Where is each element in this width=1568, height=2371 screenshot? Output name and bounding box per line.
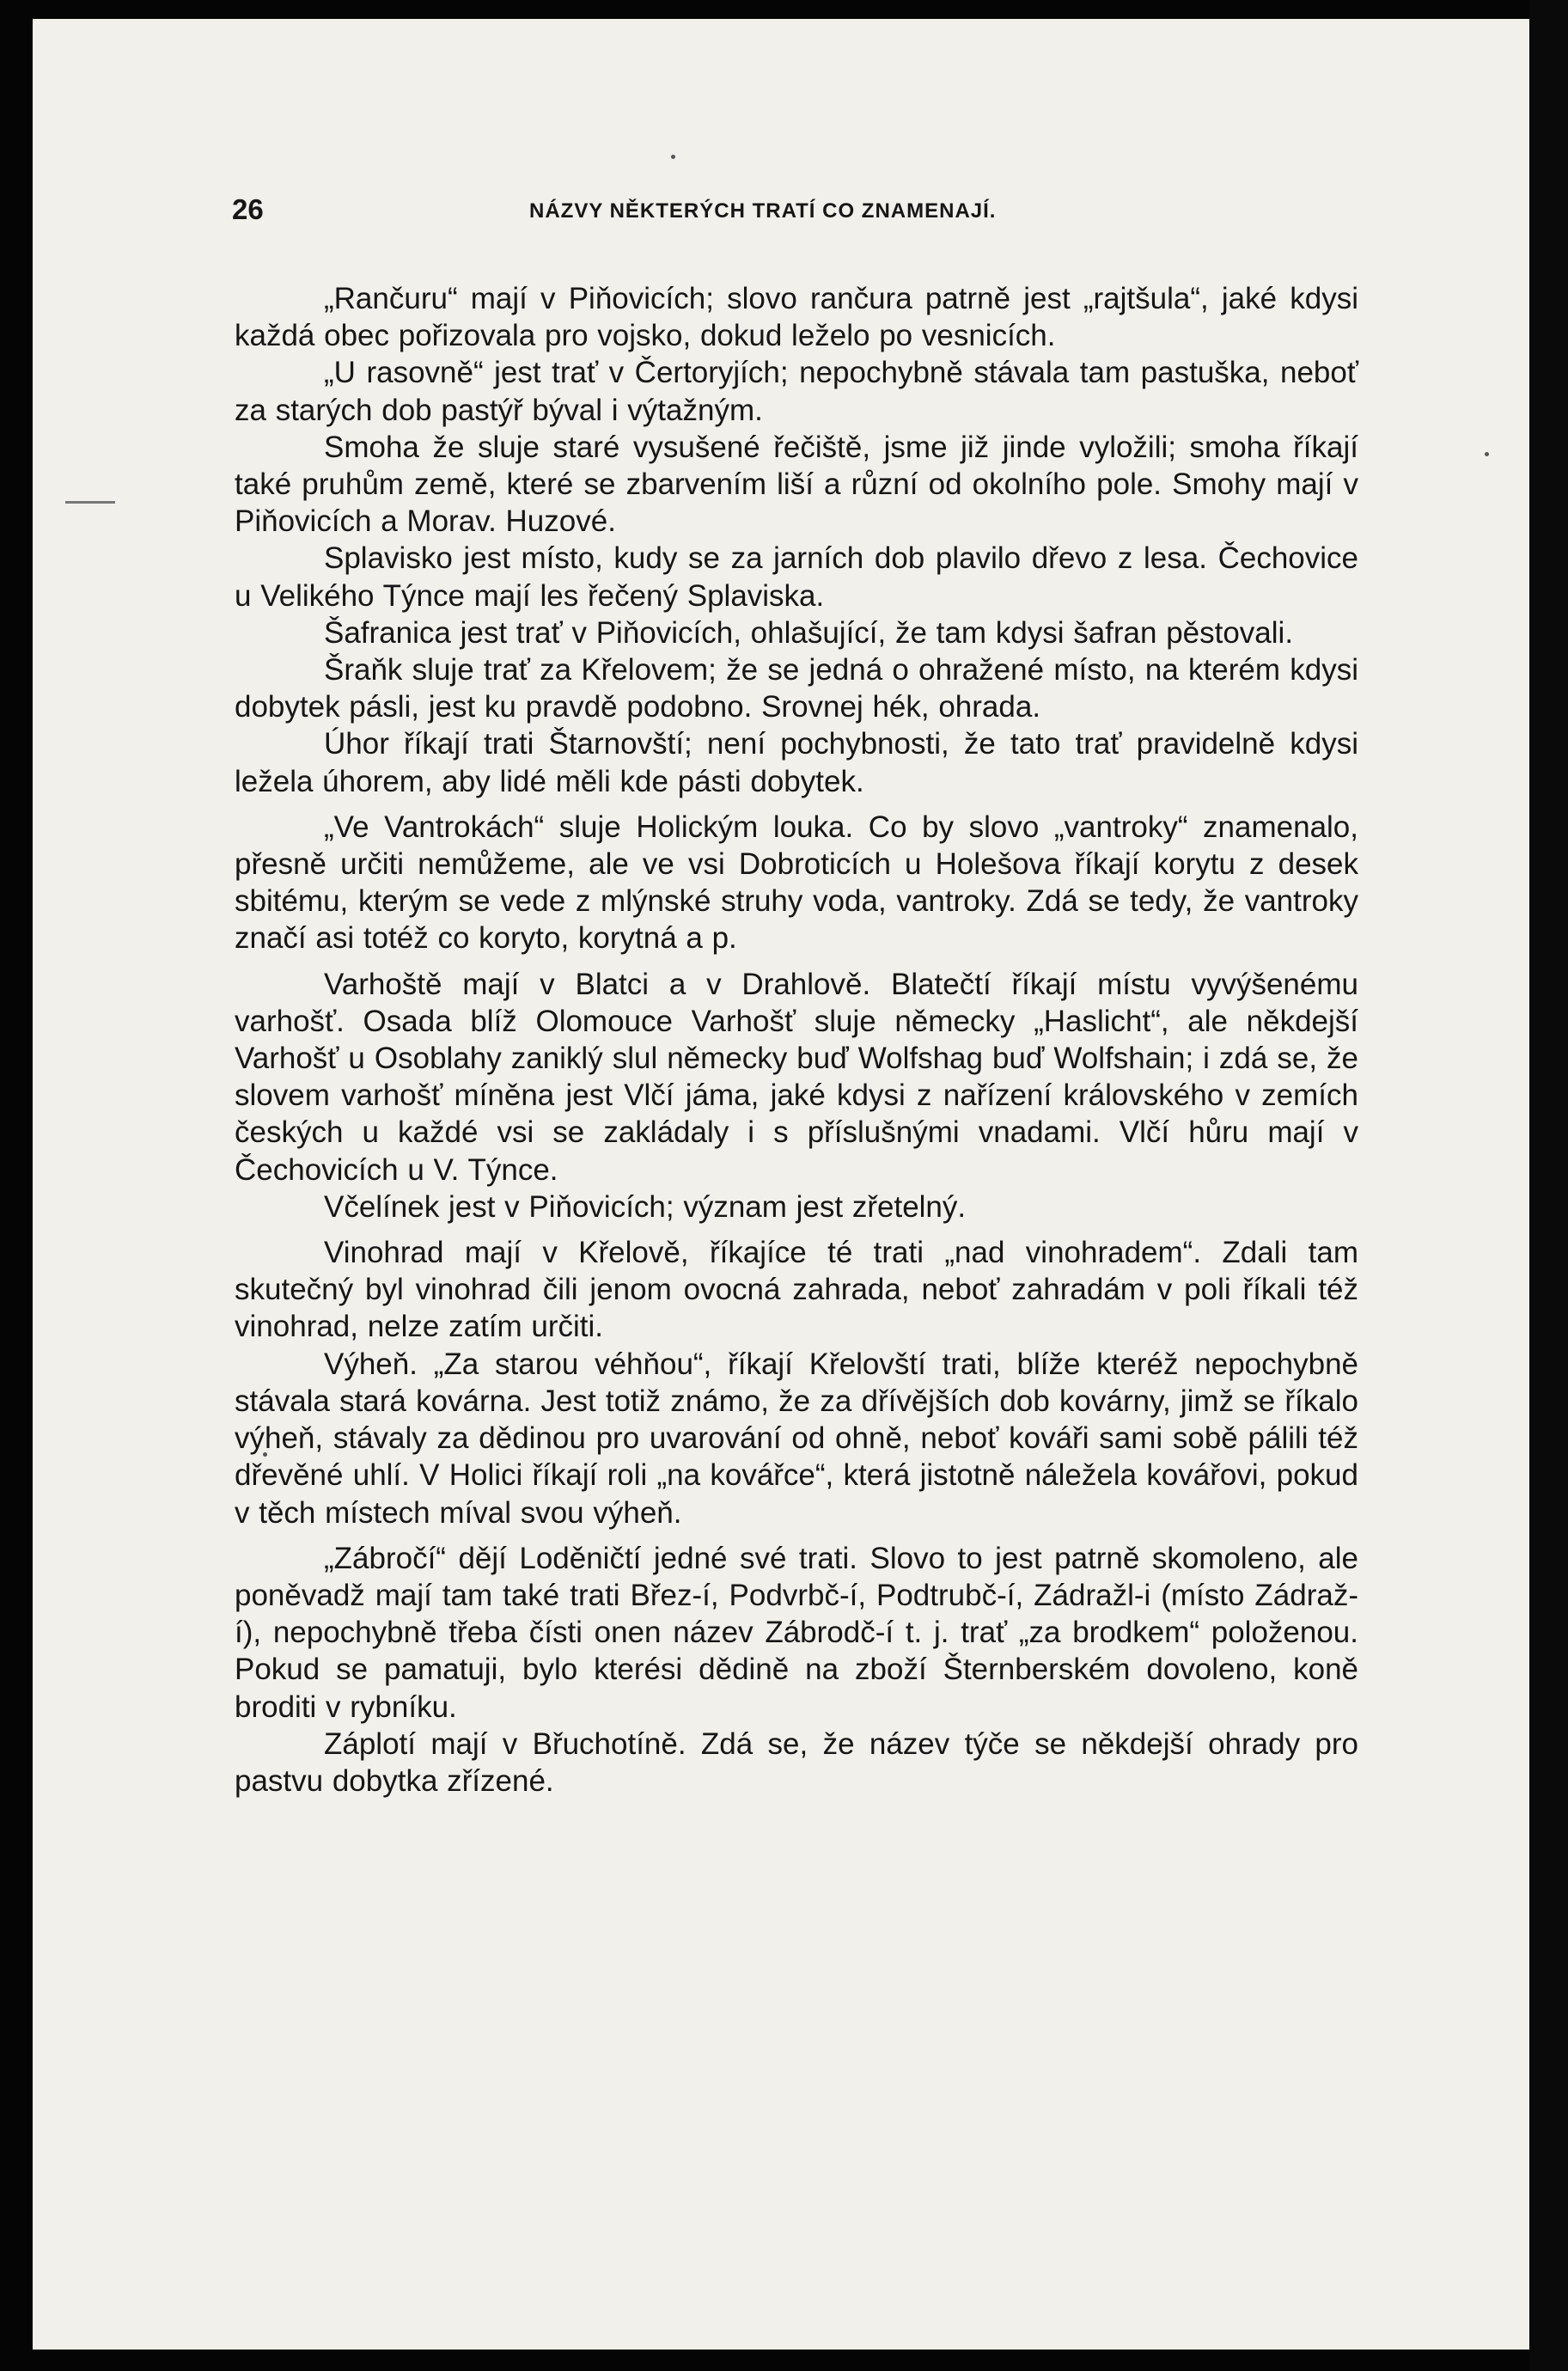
paragraph-vantroky: „Ve Vantrokách“ sluje Holickým louka. Co by slovo „vantroky“ znamenalo, přesně určiti nemůžeme, ale ve vsi Dobroticích u Holešova říkají korytu z desek sbitému, kterým se vede z mlýnské struhy voda, vantroky. Zdá se tedy, že vantroky značí asi totéž co koryto, korytná a p. <box>235 810 1358 956</box>
paragraph-rancuru: „Rančuru“ mají v Piňovicích; slovo rančura patrně jest „rajtšula“, jaké kdysi každá obec pořizovala pro vojsko, dokud leželo po vesnicích. <box>235 282 1358 353</box>
paragraph-u-rasovne: „U rasovně“ jest trať v Čertoryjích; nepochybně stávala tam pastuška, neboť za starých dob pastýř býval i výtažným. <box>235 356 1358 427</box>
running-header <box>232 193 1366 233</box>
paragraph-zaploti: Záplotí mají v Břuchotíně. Zdá se, že název týče se někdejší ohrady pro pastvu dobytka zřízené. <box>235 1726 1358 1798</box>
paragraph-splavisko: Splavisko jest místo, kudy se za jarních dob plavilo dřevo z lesa. Čechovice u Velikého Týnce mají les řečený Splaviska. <box>235 541 1358 613</box>
paragraph-uhor: Úhor říkají trati Štarnovští; není pochybnosti, že tato trať pravidelně kdysi ležela úhorem, aby lidé měli kde pásti dobytek. <box>235 727 1358 798</box>
body-text <box>235 280 1358 1800</box>
scan-edge-right <box>1529 0 1568 2371</box>
paragraph-zabroci: „Zábročí“ dějí Loděničtí jedné své trati. Slovo to jest patrně skomoleno, ale poněvadž mají tam také trati Břez-í, Podvrbč-í, Podtrubč-í, Zádražl-i (místo Zádraž-í), nepochybně třeba čísti onen název Zábrodč-í t. j. trať „za brodkem“ položenou. Pokud se pamatuji, bylo kterési dědině na zboží Šternberském dovoleno, koně broditi v rybníku. <box>235 1541 1358 1724</box>
margin-mark <box>65 501 115 504</box>
paragraph-varhoste: Varhoště mají v Blatci a v Drahlově. Blatečtí říkají místu vyvýšenému varhošť. Osada blíž Olomouce Varhošť sluje německy „Haslicht“, ale někdejší Varhošť u Osoblahy zaniklý slul německy buď Wolfshag buď Wolfshain; i zdá se, že slovem varhošť míněna jest Vlčí jáma, jaké kdysi z nařízení královského v zemích českých u každé vsi se zakládaly i s příslušnými vnadami. Vlčí hůru mají v Čechovicích u V. Týnce. <box>235 967 1358 1187</box>
running-title: NÁZVY NĚKTERÝCH TRATÍ CO ZNAMENAJÍ. <box>529 199 997 223</box>
paragraph-vinohrad: Vinohrad mají v Křelově, říkajíce té trati „nad vinohradem“. Zdali tam skutečný byl vinohrad čili jenom ovocná zahrada, neboť zahradám v poli říkali též vinohrad, nelze zatím určiti. <box>235 1236 1358 1344</box>
paragraph-srank: Šraňk sluje trať za Křelovem; že se jedná o ohražené místo, na kterém kdysi dobytek pásli, jest ku pravdě podobno. Srovnej hék, ohrada. <box>235 653 1358 724</box>
paragraph-smoha: Smoha že sluje staré vysušené řečiště, jsme již jinde vyložili; smoha říkají také pruhům země, které se zbarvením liší a různí od okolního pole. Smohy mají v Piňovicích a Morav. Huzové. <box>235 430 1358 539</box>
print-speck <box>671 155 675 159</box>
paragraph-vcelinek: Včelínek jest v Piňovicích; význam jest zřetelný. <box>324 1189 967 1224</box>
book-page <box>33 19 1529 2350</box>
print-speck <box>1485 452 1489 456</box>
paragraph-safranica: Šafranica jest trať v Piňovicích, ohlašující, že tam kdysi šafran pěstovali. <box>324 615 1294 650</box>
page-number: 26 <box>232 193 264 225</box>
paragraph-vyhen: Výheň. „Za starou véhňou“, říkají Křelovští trati, blíže kteréž nepochybně stávala stará kovárna. Jest totiž známo, že za dřívějších dob kovárny, jimž se říkalo výheň, stávaly za dědinou pro uvarování od ohně, neboť kováři sami sobě pálili též dřevěné uhlí. V Holici říkají roli „na kovářce“, která jistotně náležela kovářovi, pokud v těch místech míval svou výheň. <box>235 1347 1358 1530</box>
